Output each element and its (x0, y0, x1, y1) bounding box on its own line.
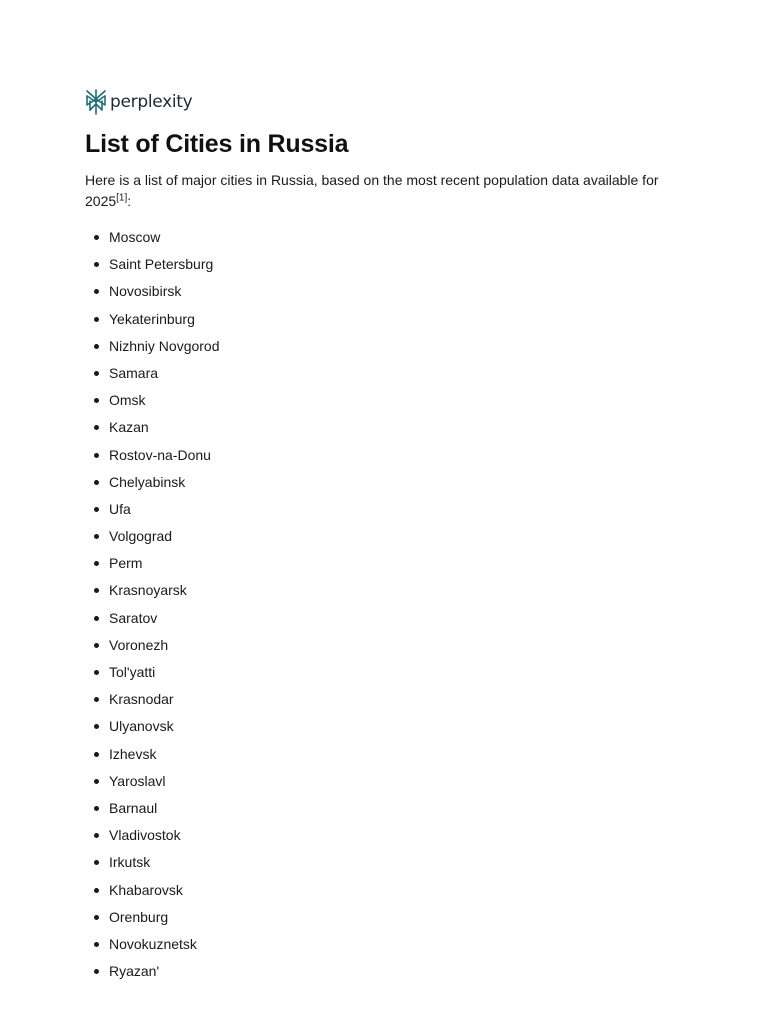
bullet-icon (94, 289, 99, 294)
list-item (85, 554, 685, 581)
list-item (85, 935, 685, 962)
city-name: Izhevsk (109, 745, 157, 762)
city-name: Yaroslavl (109, 772, 166, 789)
list-item (85, 418, 685, 445)
bullet-icon (94, 480, 99, 485)
bullet-icon (94, 398, 99, 403)
list-item (85, 364, 685, 391)
city-name: Saratov (109, 609, 158, 626)
city-name: Irkutsk (109, 854, 151, 871)
list-item (85, 337, 685, 364)
bullet-icon (94, 344, 99, 349)
bullet-icon (94, 561, 99, 566)
city-name: Novosibirsk (109, 283, 182, 300)
list-item (85, 853, 685, 880)
city-name: Vladivostok (109, 827, 181, 844)
list-item (85, 745, 685, 772)
list-item (85, 310, 685, 337)
bullet-icon (94, 670, 99, 675)
city-name: Rostov-na-Donu (109, 446, 211, 463)
bullet-icon (94, 643, 99, 648)
intro-paragraph (85, 170, 670, 212)
city-name: Barnaul (109, 799, 158, 816)
bullet-icon (94, 806, 99, 811)
bullet-icon (94, 453, 99, 458)
list-item (85, 826, 685, 853)
bullet-icon (94, 371, 99, 376)
page-title: List of Cities in Russia (85, 130, 349, 158)
list-item (85, 962, 685, 989)
city-name: Orenburg (109, 908, 169, 925)
city-name: Chelyabinsk (109, 473, 186, 490)
brand-header (85, 88, 685, 116)
bullet-icon (94, 915, 99, 920)
city-name: Omsk (109, 392, 146, 409)
bullet-icon (94, 616, 99, 621)
bullet-icon (94, 235, 99, 240)
city-name: Ufa (109, 500, 131, 517)
city-name: Saint Petersburg (109, 256, 214, 273)
bullet-icon (94, 724, 99, 729)
list-item (85, 663, 685, 690)
list-item (85, 391, 685, 418)
list-item (85, 690, 685, 717)
city-name: Voronezh (109, 636, 169, 653)
city-name: Perm (109, 555, 143, 572)
city-name: Krasnoyarsk (109, 582, 187, 599)
intro-text: Here is a list of major cities in Russia, based on the most recent population data available for 2025 (85, 172, 659, 209)
bullet-icon (94, 833, 99, 838)
bullet-icon (94, 425, 99, 430)
list-item (85, 609, 685, 636)
bullet-icon (94, 942, 99, 947)
list-item (85, 282, 685, 309)
city-list (85, 228, 685, 989)
city-name: Krasnodar (109, 691, 174, 708)
city-name: Nizhniy Novgorod (109, 337, 220, 354)
city-name: Yekaterinburg (109, 310, 195, 327)
city-name: Ulyanovsk (109, 718, 174, 735)
city-name: Tol'yatti (109, 664, 156, 680)
document-page (85, 88, 685, 989)
bullet-icon (94, 888, 99, 893)
list-item (85, 772, 685, 799)
list-item (85, 636, 685, 663)
list-item (85, 446, 685, 473)
city-name: Ryazan' (109, 963, 160, 980)
list-item (85, 717, 685, 744)
list-item (85, 500, 685, 527)
citation-link[interactable]: [1] (116, 192, 128, 204)
list-item (85, 228, 685, 255)
bullet-icon (94, 969, 99, 974)
bullet-icon (94, 507, 99, 512)
city-name: Novokuznetsk (109, 935, 197, 952)
bullet-icon (94, 317, 99, 322)
list-item (85, 581, 685, 608)
bullet-icon (94, 860, 99, 865)
intro-suffix: : (127, 193, 132, 209)
bullet-icon (94, 534, 99, 539)
bullet-icon (94, 779, 99, 784)
city-name: Khabarovsk (109, 881, 183, 898)
city-name: Moscow (109, 229, 161, 245)
list-item (85, 799, 685, 826)
list-item (85, 908, 685, 935)
city-name: Volgograd (109, 528, 173, 545)
bullet-icon (94, 752, 99, 757)
list-item (85, 527, 685, 554)
bullet-icon (94, 262, 99, 267)
list-item (85, 473, 685, 500)
bullet-icon (94, 588, 99, 593)
list-item (85, 255, 685, 282)
perplexity-logo-icon (85, 89, 107, 115)
list-item (85, 881, 685, 908)
city-name: Kazan (109, 419, 149, 436)
brand-name: perplexity (110, 92, 193, 112)
city-name: Samara (109, 364, 159, 381)
bullet-icon (94, 697, 99, 702)
